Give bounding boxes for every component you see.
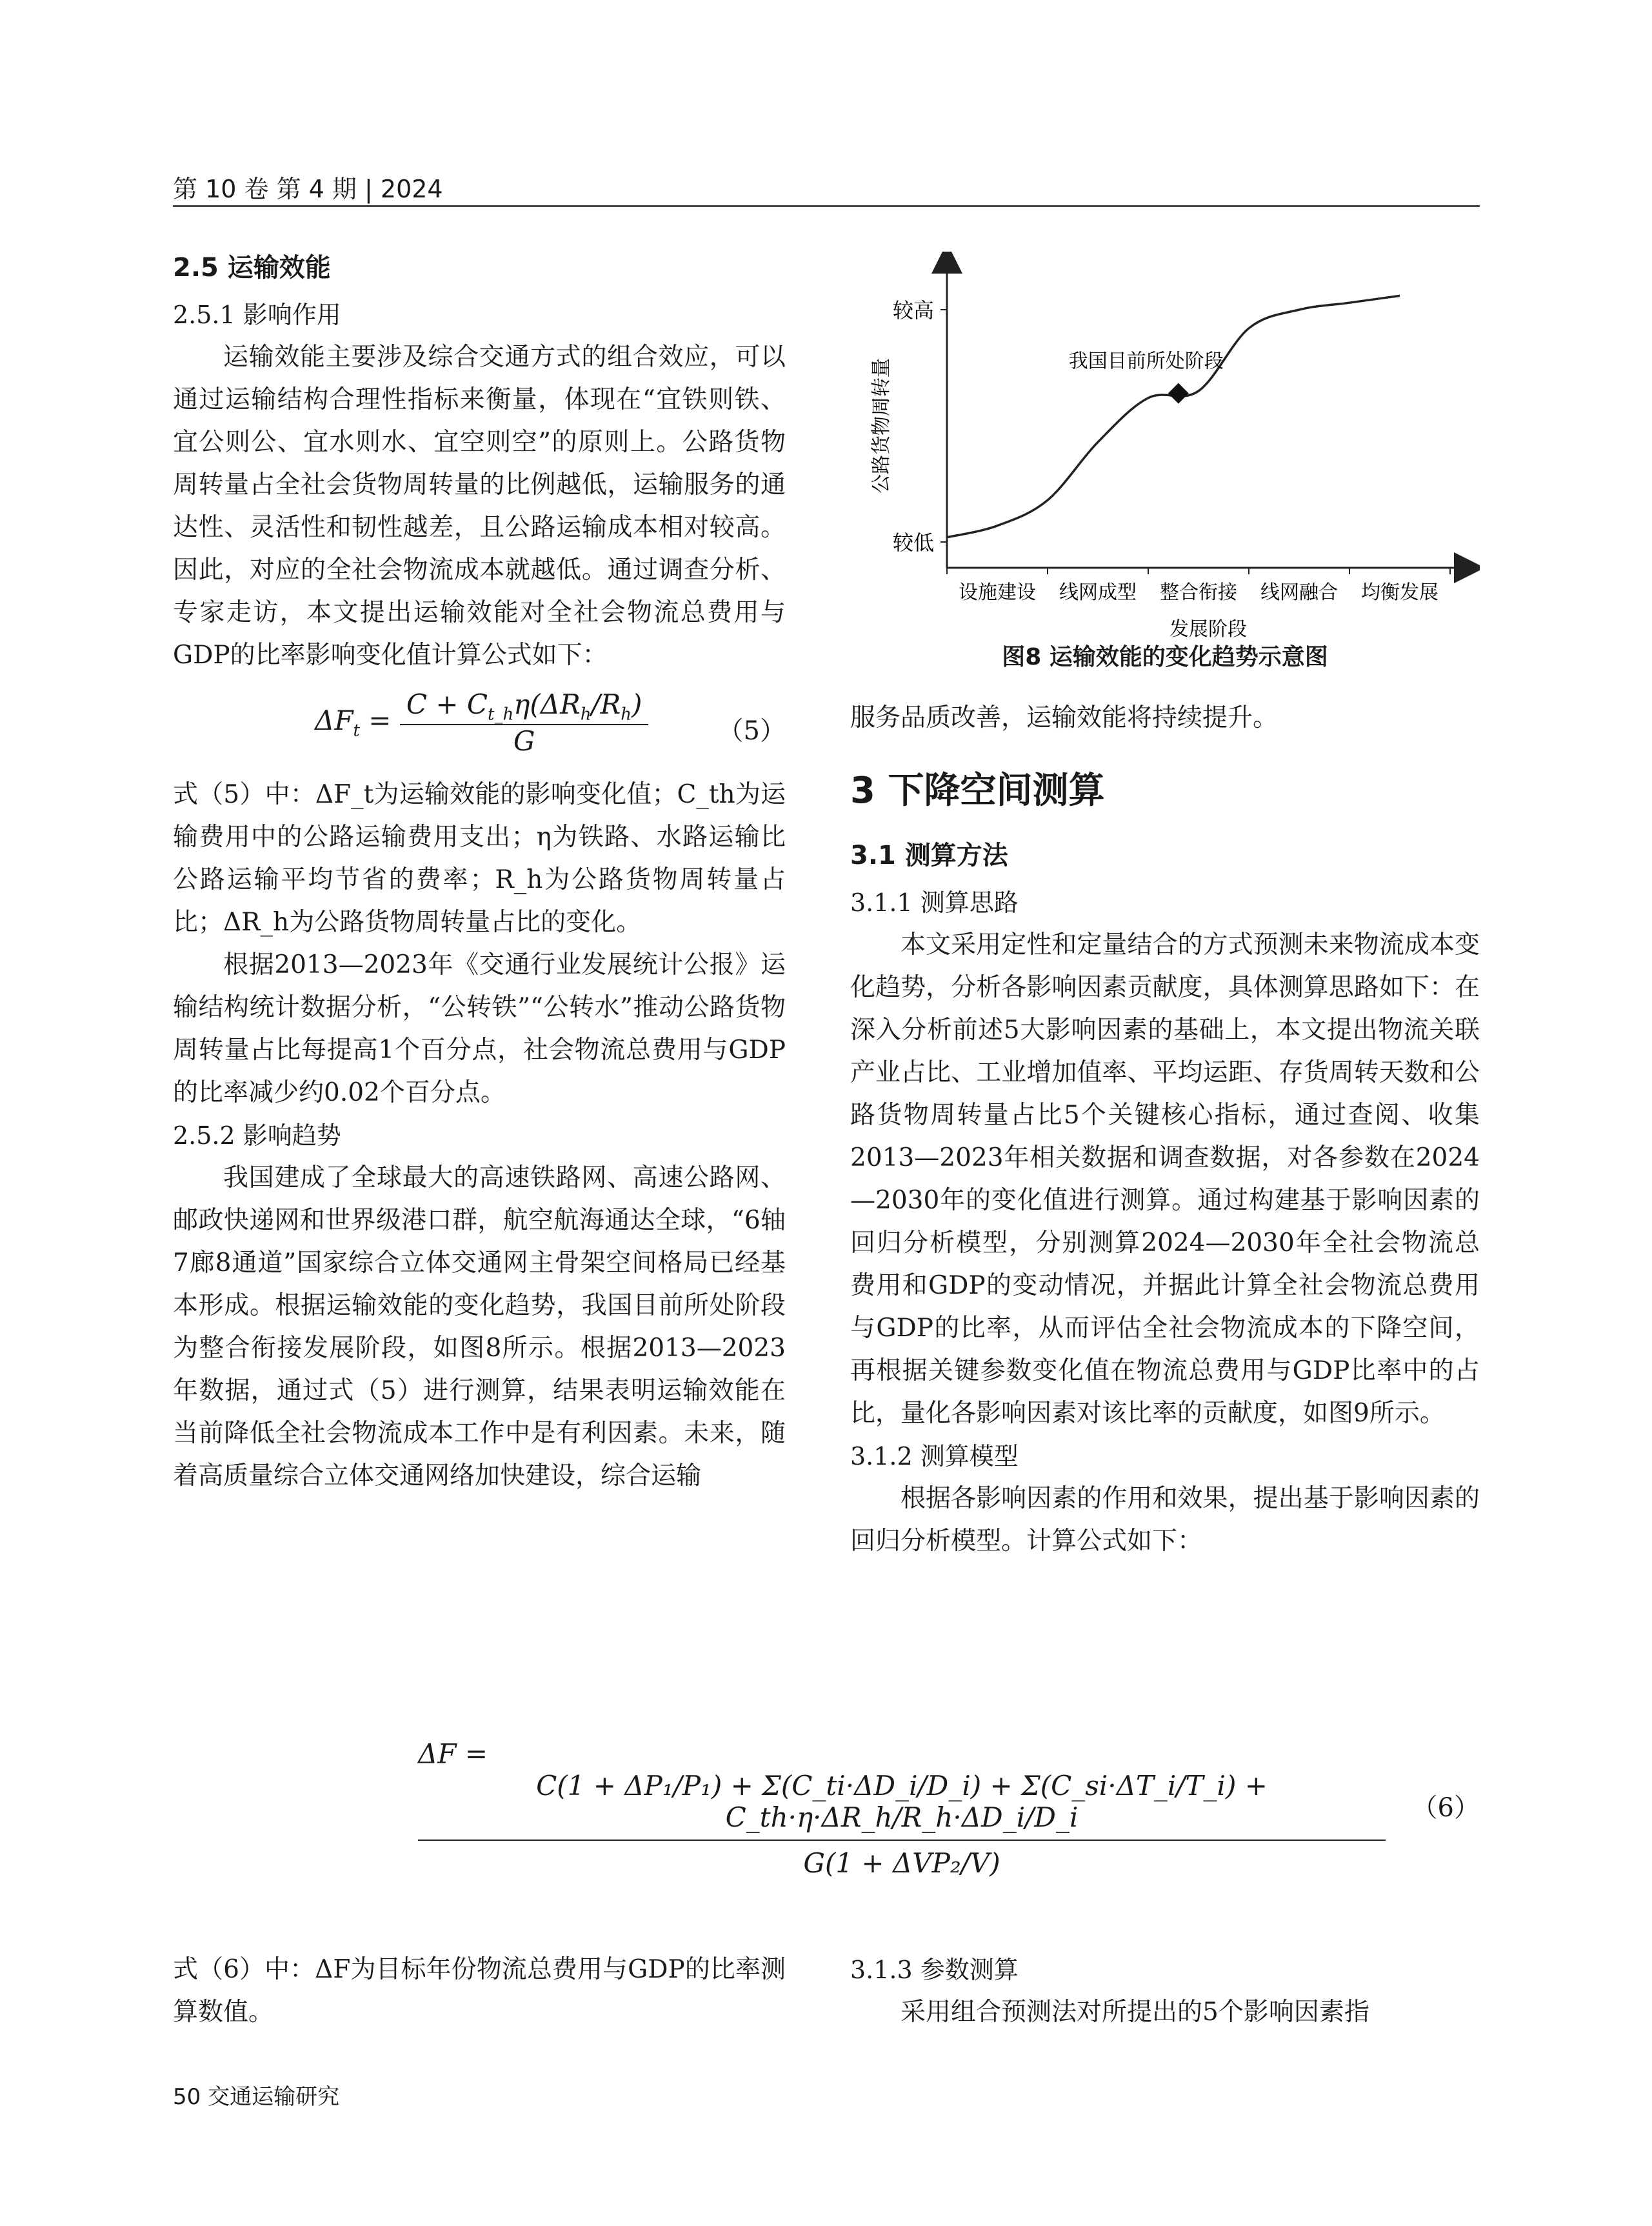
trend-curve <box>947 296 1400 537</box>
y-label-low: 较低 <box>892 530 934 555</box>
paragraph-model: 根据各影响因素的作用和效果，提出基于影响因素的回归分析模型。计算公式如下： <box>850 1484 1480 1556</box>
eq5-num-rest: η(ΔR <box>513 688 581 720</box>
section-3-1-heading: 3.1 测算方法 <box>850 841 1008 870</box>
equation-5: $\Delta F_t$ = $\frac{C + C_{t\_h}\eta(\Delta R_h/R_h)}{G}$ （5） <box>315 688 786 757</box>
header-rule <box>173 205 1480 207</box>
x-tick-label: 均衡发展 <box>1361 581 1438 604</box>
section-2-5-heading: 2.5 运输效能 <box>173 253 331 283</box>
eq6-lhs: ΔF = <box>418 1738 488 1770</box>
left-column <box>173 242 786 1498</box>
x-tick-label: 线网融合 <box>1260 581 1338 604</box>
current-stage-annotation: 我国目前所处阶段 <box>1068 350 1224 373</box>
right-column <box>850 697 1480 1563</box>
eq5-num-sub3: h <box>621 705 632 725</box>
x-tick-label: 整合衔接 <box>1160 581 1237 604</box>
paragraph-eq6-notes: 式（6）中：ΔF为目标年份物流总费用与GDP的比率测算数值。 <box>173 1955 786 2027</box>
eq5-label: （5） <box>717 716 786 746</box>
page-footer: 50 交通运输研究 <box>173 2084 340 2110</box>
section-3-heading: 3 下降空间测算 <box>850 770 1105 812</box>
eq5-lhs: ΔF <box>315 705 353 737</box>
paragraph-method: 本文采用定性和定量结合的方式预测未来物流成本变化趋势，分析各影响因素贡献度，具体测算思路如下：在深入分析前述5大影响因素的基础上，本文提出物流关联产业占比、工业增加值率、平均运距、存货周转天数和公路货物周转量占比5个关键核心指标，通过查阅、收集2013—2023年相关数据和调查数据，对各参数在2024—2030年的变化值进行测算。通过构建基于影响因素的回归分析模型，分别测算2024—2030年全社会物流总费用和GDP的变动情况，并据此计算全社会物流总费用与GDP的比率，从而评估全社会物流成本的下降空间，再根据关键参数变化值在物流总费用与GDP比率中的占比，量化各影响因素对该比率的贡献度，如图9所示。 <box>850 930 1480 1428</box>
x-axis-title: 发展阶段 <box>1169 618 1247 641</box>
paragraph-parameter: 采用组合预测法对所提出的5个影响因素指 <box>901 1998 1369 2027</box>
y-label-high: 较高 <box>892 298 934 323</box>
x-tick-label: 线网成型 <box>1059 581 1137 604</box>
running-head: 第 10 卷 第 4 期 | 2024 <box>173 175 443 203</box>
right-column-bottom <box>850 1949 1480 2034</box>
eq5-num-sub2: h <box>580 705 592 725</box>
eq5-fraction <box>400 688 649 757</box>
section-3-1-3-heading: 3.1.3 参数测算 <box>850 1956 1019 1984</box>
eq5-num-sub: t_h <box>488 705 514 725</box>
eq6-denominator: G(1 + ΔVP₂/V) <box>803 1847 1000 1879</box>
paragraph-eq5-notes: 式（5）中：ΔF_t为运输效能的影响变化值；C_th为运输费用中的公路运输费用支出；η为铁路、水路运输比公路运输平均节省的费率；R_h为公路货物周转量占比；ΔR_h为公路货物周转量占比的变化。 <box>173 780 786 937</box>
eq5-lhs-sub: t <box>353 721 360 741</box>
equation-6 <box>173 1736 1480 1929</box>
current-stage-marker <box>1168 383 1189 404</box>
paragraph-continued: 服务品质改善，运输效能将持续提升。 <box>850 703 1279 732</box>
eq6-label: （6） <box>1411 1793 1480 1823</box>
eq5-num-rest2: /R <box>591 688 621 720</box>
paragraph-statistics: 根据2013—2023年《交通行业发展统计公报》运输结构统计数据分析，“公转铁”“公转水”推动公路货物周转量占比每提高1个百分点，社会物流总费用与GDP的比率减少约0.02个百分点。 <box>173 950 786 1107</box>
section-3-1-1-heading: 3.1.1 测算思路 <box>850 888 1019 917</box>
left-column-bottom <box>173 1949 786 2034</box>
eq5-den: G <box>513 725 535 757</box>
y-axis-title: 公路货物周转量 <box>870 358 893 494</box>
figure-8-caption: 图8 运输效能的变化趋势示意图 <box>1002 644 1328 670</box>
figure-8 <box>850 252 1480 677</box>
eq5-num-end: ) <box>632 688 642 720</box>
eq5-num: C + C <box>406 688 488 720</box>
section-3-1-2-heading: 3.1.2 测算模型 <box>850 1442 1019 1470</box>
x-tick-label: 设施建设 <box>959 581 1036 604</box>
figure-8-chart <box>850 252 1480 677</box>
eq6-numerator: C(1 + ΔP₁/P₁) + Σ(C_ti·ΔD_i/D_i) + Σ(C_si·ΔT_i/T_i) + C_th·η·ΔR_h/R_h·ΔD_i/D_i <box>418 1770 1386 1841</box>
paragraph-effect: 运输效能主要涉及综合交通方式的组合效应，可以通过运输结构合理性指标来衡量，体现在“宜铁则铁、宜公则公、宜水则水、宜空则空”的原则上。公路货物周转量占全社会货物周转量的比例越低，运输服务的通达性、灵活性和韧性越差，且公路运输成本相对较高。因此，对应的全社会物流成本就越低。通过调查分析、专家走访，本文提出运输效能对全社会物流总费用与GDP的比率影响变化值计算公式如下： <box>173 343 786 670</box>
section-2-5-1-heading: 2.5.1 影响作用 <box>173 301 341 329</box>
eq6-fraction <box>418 1770 1386 1879</box>
section-2-5-2-heading: 2.5.2 影响趋势 <box>173 1121 341 1150</box>
paragraph-trend: 我国建成了全球最大的高速铁路网、高速公路网、邮政快递网和世界级港口群，航空航海通达全球，“6轴7廊8通道”国家综合立体交通网主骨架空间格局已经基本形成。根据运输效能的变化趋势，我国目前所处阶段为整合衔接发展阶段，如图8所示。根据2013—2023年数据，通过式（5）进行测算，结果表明运输效能在当前降低全社会物流成本工作中是有利因素。未来，随着高质量综合立体交通网络加快建设，综合运输 <box>173 1163 786 1490</box>
